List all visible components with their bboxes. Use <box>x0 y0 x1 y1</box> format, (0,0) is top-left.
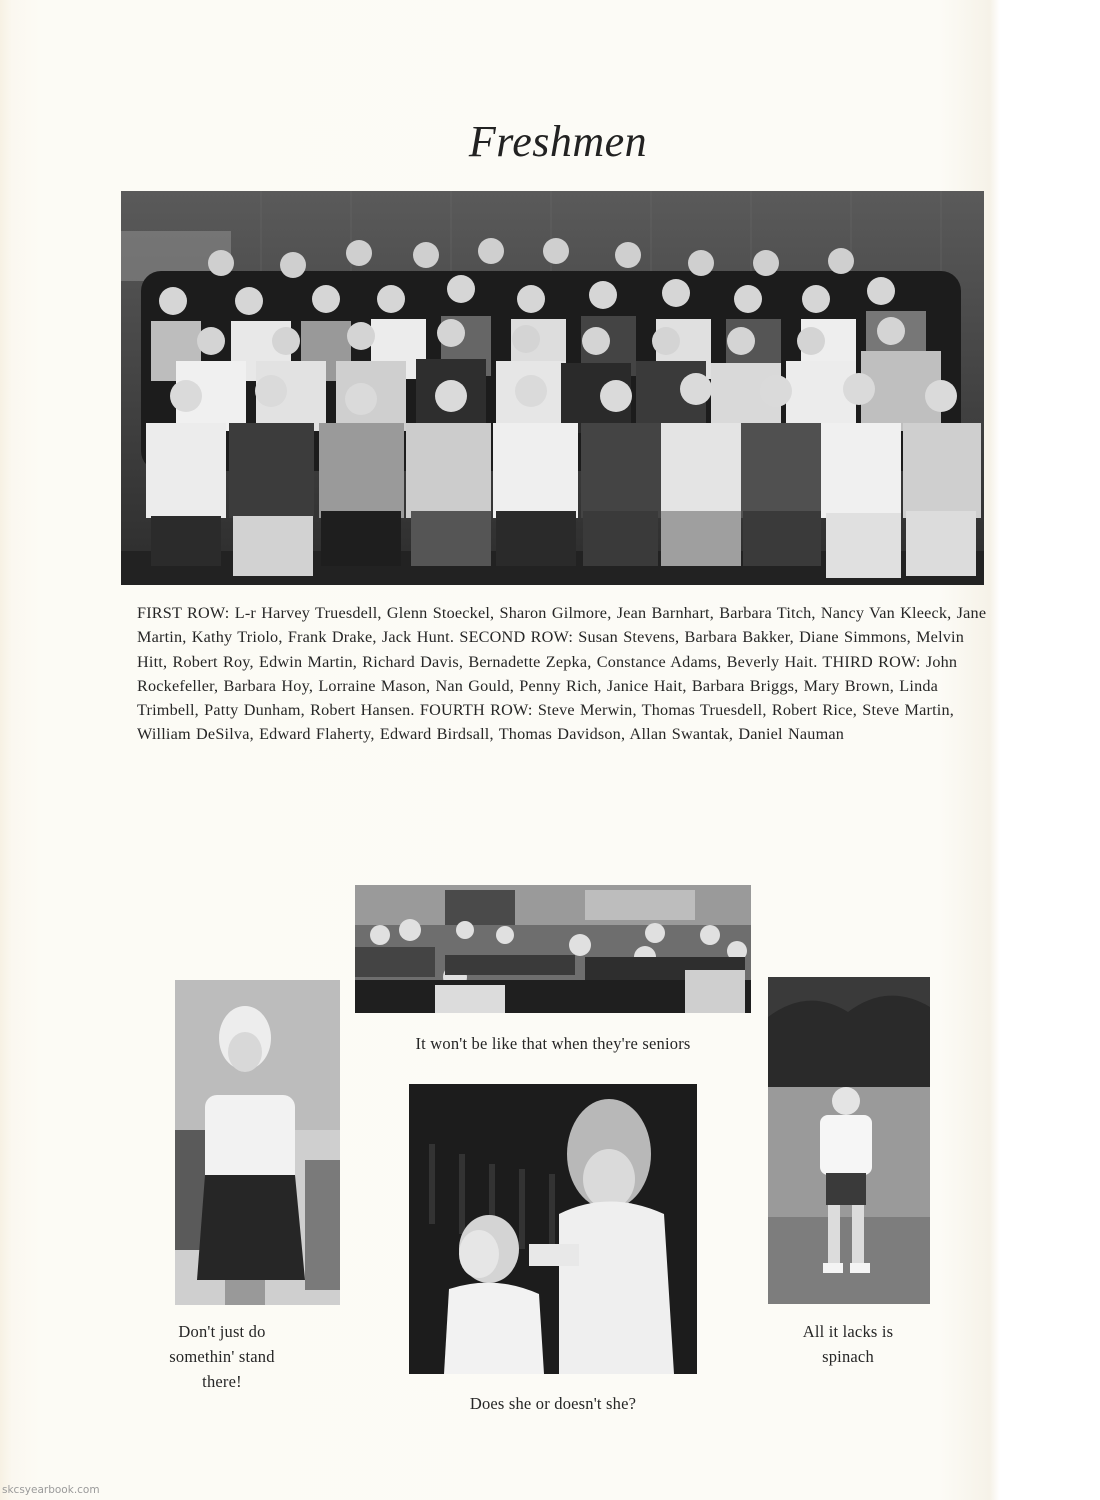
hair-caption: Does she or doesn't she? <box>469 1394 637 1413</box>
boy-outdoors-photo <box>768 977 930 1304</box>
girl-standing-photo <box>175 980 340 1305</box>
freshmen-class-photo <box>121 191 984 585</box>
hair-brushing-photo <box>409 1084 697 1374</box>
class-photo-caption: FIRST ROW: L-r Harvey Truesdell, Glenn Stoeckel, Sharon Gilmore, Jean Barnhart, Barbara Titch, Nancy Van Kleeck, Jane Martin, Kathy Triolo, Frank Drake, Jack Hunt. SECOND ROW: Susan Stevens, Barbara Bakker, Diane Simmons, Melvin Hitt, Robert Roy, Edwin Martin, Richard Davis, Bernadette Zepka, Constance Adams, Beverly Hait. THIRD ROW: John Rockefeller, Barbara Hoy, Lorraine Mason, Nan Gould, Penny Rich, Janice Hait, Barbara Briggs, Mary Brown, Linda Trimbell, Patty Dunham, Robert Hansen. FOURTH ROW: Steve Merwin, Thomas Truesdell, Robert Rice, Steve Martin, William DeSilva, Edward Flaherty, Edward Birdsall, Thomas Davidson, Allan Swantak, Daniel Nauman <box>137 604 987 744</box>
page-title: Freshmen <box>468 117 648 166</box>
classroom-caption: It won't be like that when they're seniors <box>415 1034 691 1053</box>
girl-caption: Don't just do somethin' stand there! <box>169 1322 275 1391</box>
site-watermark: skcsyearbook.com <box>2 1484 100 1496</box>
classroom-photo <box>355 885 751 1013</box>
boy-caption: All it lacks is spinach <box>802 1322 894 1366</box>
